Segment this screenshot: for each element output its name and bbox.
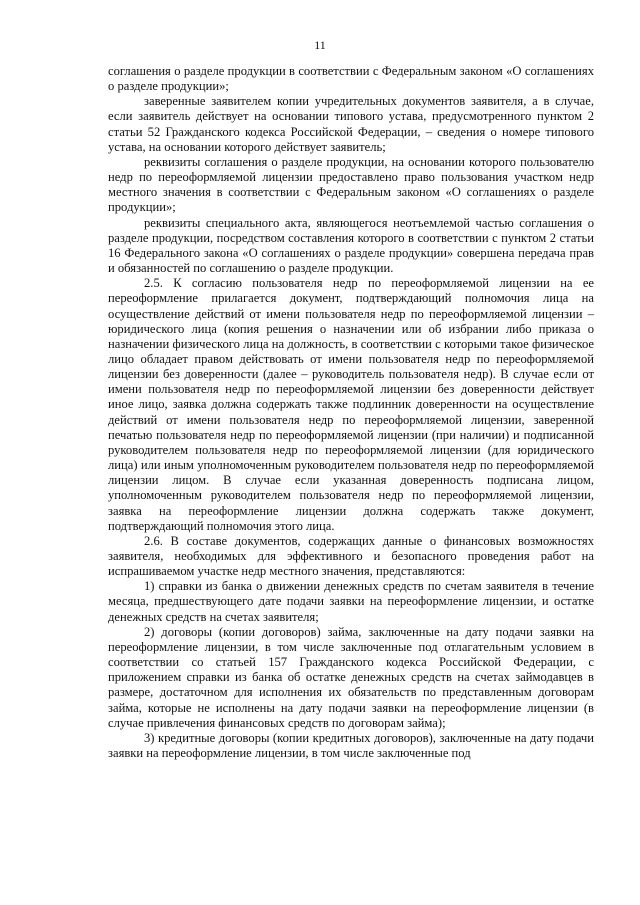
paragraph: заверенные заявителем копии учредительных документов заявителя, а в случае, если заявитель действует на основании типового устава, предусмотренного пунктом 2 статьи 52 Гражданского кодекса Российской Федерации, – сведения о номере типового устава, на основании которого действует заявитель;	[108, 94, 594, 154]
page-number: 11	[314, 38, 326, 52]
paragraph: 2.6. В составе документов, содержащих данные о финансовых возможностях заявителя, необходимых для эффективного и безопасного проведения работ на испрашиваемом участке недр местного значения, представляются:	[108, 533, 594, 579]
paragraph: 1) справки из банка о движении денежных средств по счетам заявителя в течение месяца, предшествующего дате подачи заявки на переоформление лицензии, и остатке денежных средств на счетах заявителя;	[108, 579, 594, 624]
paragraph: соглашения о разделе продукции в соответствии с Федеральным законом «О соглашениях о разделе продукции»;	[108, 64, 594, 94]
paragraph: 3) кредитные договоры (копии кредитных договоров), заключенные на дату подачи заявки на переоформление лицензии, в том числе заключенные под	[108, 730, 594, 761]
paragraph: реквизиты соглашения о разделе продукции, на основании которого пользователю недр по переоформляемой лицензии предоставлено право пользования участком недр местного значения в соответствии с Федеральным законом «О соглашениях о разделе продукции»;	[108, 154, 594, 215]
paragraph: реквизиты специального акта, являющегося неотъемлемой частью соглашения о разделе продукции, посредством составления которого в соответствии с пунктом 2 статьи 16 Федерального закона «О соглашениях о разделе продукции» совершена передача прав и обязанностей по соглашению о разделе продукции.	[108, 215, 594, 276]
paragraph: 2) договоры (копии договоров) займа, заключенные на дату подачи заявки на переоформление лицензии, в том числе заключенные под отлагательным условием в соответствии со статьей 157 Гражданского кодекса Российской Федерации, с приложением справки из банка об остатке денежных средств на счетах займодавцев в размере, достаточном для исполнения их обязательств по представленным договорам займа, которые не исполнены на дату подачи заявки на переоформление лицензии (в случае привлечения финансовых средств по договорам займа);	[108, 624, 594, 730]
document-body	[108, 64, 594, 761]
paragraph: 2.5. К согласию пользователя недр по переоформляемой лицензии на ее переоформление прилагается документ, подтверждающий полномочия лица на осуществление действий от имени пользователя недр по переоформляемой лицензии – юридического лица (копия решения о назначении или об избрании либо приказа о назначении физического лица на должность, в соответствии с которыми такое физическое лицо обладает правом действовать от имени пользователя недр по переоформляемой лицензии без доверенности (далее – руководитель пользователя недр). В случае если от имени пользователя недр по переоформляемой лицензии без доверенности действует иное лицо, заявка должна содержать также подлинник доверенности на осуществление действий от имени пользователя недр по переоформляемой лицензии, заверенной печатью пользователя недр по переоформляемой лицензии (при наличии) и подписанной руководителем пользователя недр по переоформляемой лицензии (для юридического лица) или иным уполномоченным руководителем пользователя недр по переоформляемой лицензии лицом. В случае если указанная доверенность подписана лицом, уполномоченным руководителем пользователя недр по переоформляемой лицензии, заявка на переоформление лицензии должна содержать также документ, подтверждающий полномочия этого лица.	[108, 276, 594, 533]
